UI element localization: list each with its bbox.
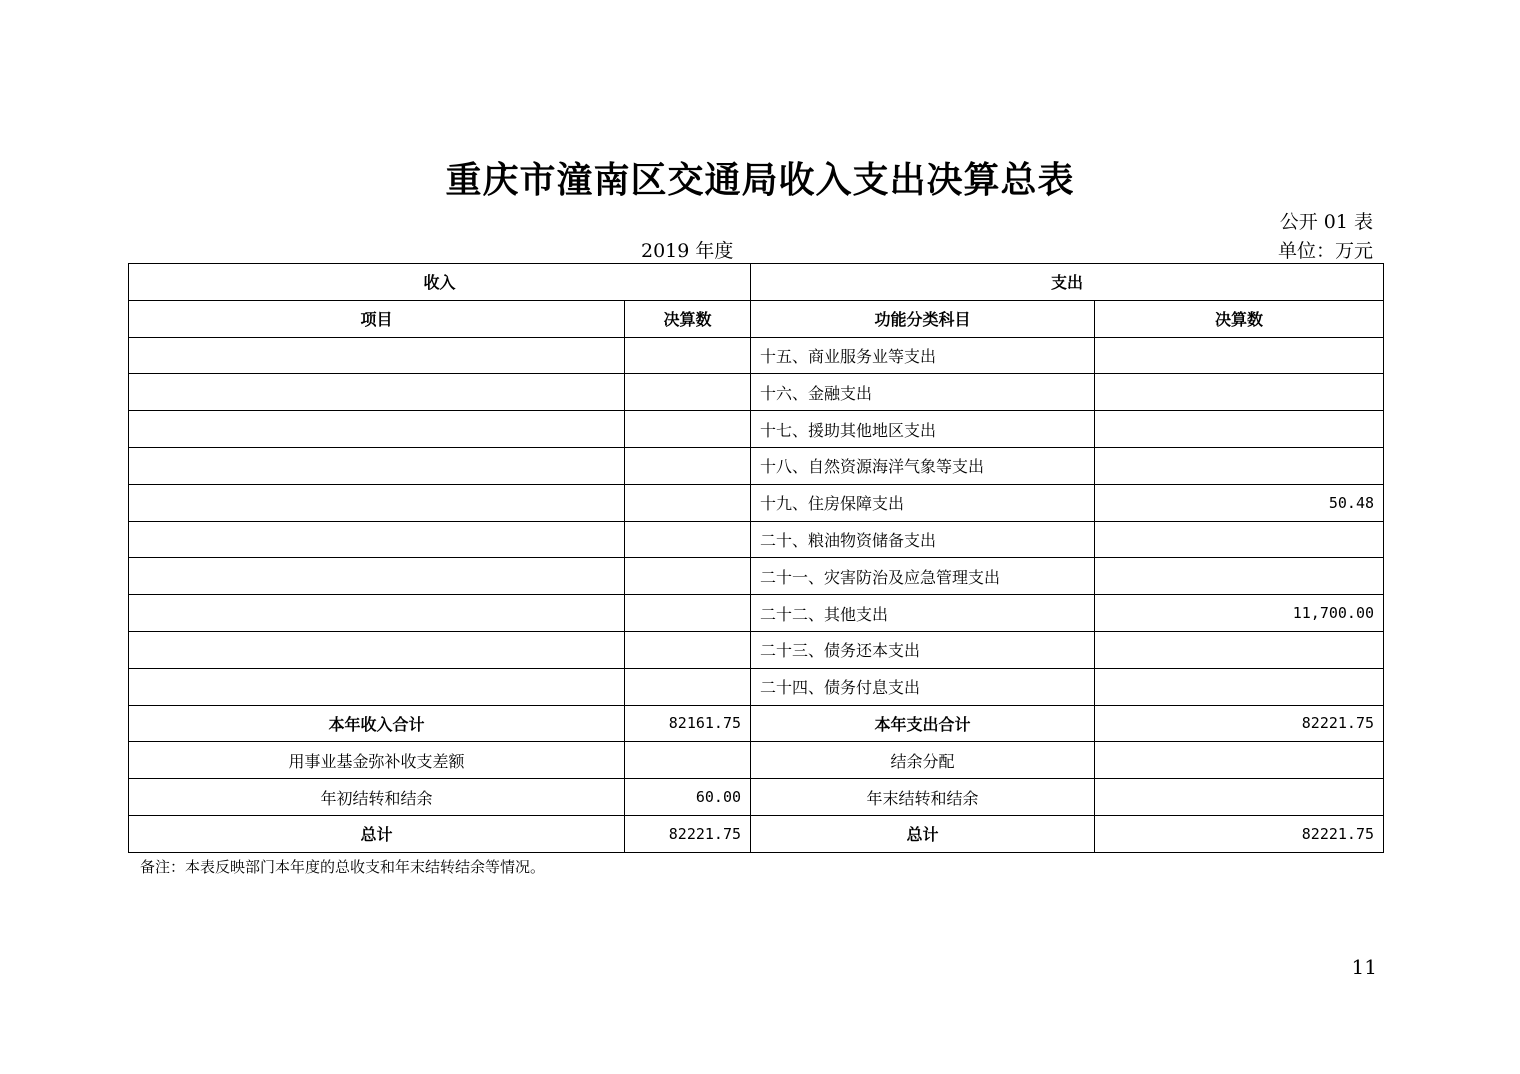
income-amount-cell	[625, 742, 751, 779]
income-item-cell	[129, 447, 625, 484]
table-note: 备注：本表反映部门本年度的总收支和年末结转结余等情况。	[140, 858, 546, 876]
table-row	[129, 411, 1384, 448]
income-item-cell	[129, 374, 625, 411]
expense-item-cell: 二十三、债务还本支出	[751, 631, 1095, 668]
expense-item-cell: 二十、粮油物资储备支出	[751, 521, 1095, 558]
income-header: 收入	[129, 264, 751, 301]
table-row	[129, 447, 1384, 484]
income-item-cell: 总计	[129, 815, 625, 852]
expense-amount-cell	[1095, 374, 1384, 411]
expense-amount-cell: 82221.75	[1095, 815, 1384, 852]
expense-amount-cell	[1095, 631, 1384, 668]
expense-amount-cell	[1095, 447, 1384, 484]
table-row	[129, 337, 1384, 374]
income-item-cell	[129, 411, 625, 448]
form-number: 公开 01 表	[1279, 211, 1373, 233]
summary-row	[129, 742, 1384, 779]
table-row	[129, 521, 1384, 558]
expense-item-cell: 二十一、灾害防治及应急管理支出	[751, 558, 1095, 595]
income-item-cell	[129, 484, 625, 521]
expense-amount-cell	[1095, 558, 1384, 595]
income-amount-cell: 82161.75	[625, 705, 751, 742]
expense-item-cell: 二十四、债务付息支出	[751, 668, 1095, 705]
expense-amount-cell: 11,700.00	[1095, 595, 1384, 632]
income-amount-cell	[625, 595, 751, 632]
page-title: 重庆市潼南区交通局收入支出决算总表	[445, 160, 1075, 201]
expense-amount-cell: 82221.75	[1095, 705, 1384, 742]
expense-item-cell: 二十二、其他支出	[751, 595, 1095, 632]
table-row	[129, 374, 1384, 411]
header-row-group	[129, 264, 1384, 301]
summary-row	[129, 705, 1384, 742]
income-amount-cell	[625, 668, 751, 705]
income-item-cell	[129, 668, 625, 705]
item-column-header: 项目	[129, 300, 625, 337]
income-amount-column-header: 决算数	[625, 300, 751, 337]
table-row	[129, 595, 1384, 632]
expense-item-cell: 十七、援助其他地区支出	[751, 411, 1095, 448]
expense-amount-column-header: 决算数	[1095, 300, 1384, 337]
expense-item-cell: 结余分配	[751, 742, 1095, 779]
summary-row	[129, 779, 1384, 816]
table-row	[129, 484, 1384, 521]
expense-amount-cell	[1095, 779, 1384, 816]
unit-label: 单位：万元	[1277, 240, 1373, 262]
income-amount-cell	[625, 447, 751, 484]
expense-amount-cell	[1095, 521, 1384, 558]
income-amount-cell	[625, 521, 751, 558]
summary-row	[129, 815, 1384, 852]
expense-item-cell: 年末结转和结余	[751, 779, 1095, 816]
expense-amount-cell	[1095, 668, 1384, 705]
income-amount-cell	[625, 631, 751, 668]
function-category-column-header: 功能分类科目	[751, 300, 1095, 337]
table-row	[129, 668, 1384, 705]
income-amount-cell	[625, 374, 751, 411]
expense-amount-cell	[1095, 742, 1384, 779]
income-expense-table	[128, 263, 1384, 853]
expense-header: 支出	[751, 264, 1384, 301]
expense-item-cell: 十五、商业服务业等支出	[751, 337, 1095, 374]
header-row-columns	[129, 300, 1384, 337]
table-row	[129, 631, 1384, 668]
fiscal-year: 2019 年度	[641, 240, 734, 262]
income-item-cell	[129, 595, 625, 632]
expense-amount-cell: 50.48	[1095, 484, 1384, 521]
expense-item-cell: 十八、自然资源海洋气象等支出	[751, 447, 1095, 484]
expense-item-cell: 本年支出合计	[751, 705, 1095, 742]
income-item-cell: 年初结转和结余	[129, 779, 625, 816]
income-amount-cell	[625, 558, 751, 595]
income-amount-cell	[625, 411, 751, 448]
income-amount-cell: 60.00	[625, 779, 751, 816]
table-row	[129, 558, 1384, 595]
expense-item-cell: 十九、住房保障支出	[751, 484, 1095, 521]
income-amount-cell	[625, 337, 751, 374]
income-amount-cell: 82221.75	[625, 815, 751, 852]
income-item-cell: 用事业基金弥补收支差额	[129, 742, 625, 779]
expense-amount-cell	[1095, 337, 1384, 374]
income-item-cell	[129, 631, 625, 668]
expense-item-cell: 十六、金融支出	[751, 374, 1095, 411]
page-number: 11	[1351, 955, 1377, 979]
income-item-cell	[129, 337, 625, 374]
income-item-cell: 本年收入合计	[129, 705, 625, 742]
income-item-cell	[129, 558, 625, 595]
expense-item-cell: 总计	[751, 815, 1095, 852]
expense-amount-cell	[1095, 411, 1384, 448]
income-item-cell	[129, 521, 625, 558]
income-amount-cell	[625, 484, 751, 521]
